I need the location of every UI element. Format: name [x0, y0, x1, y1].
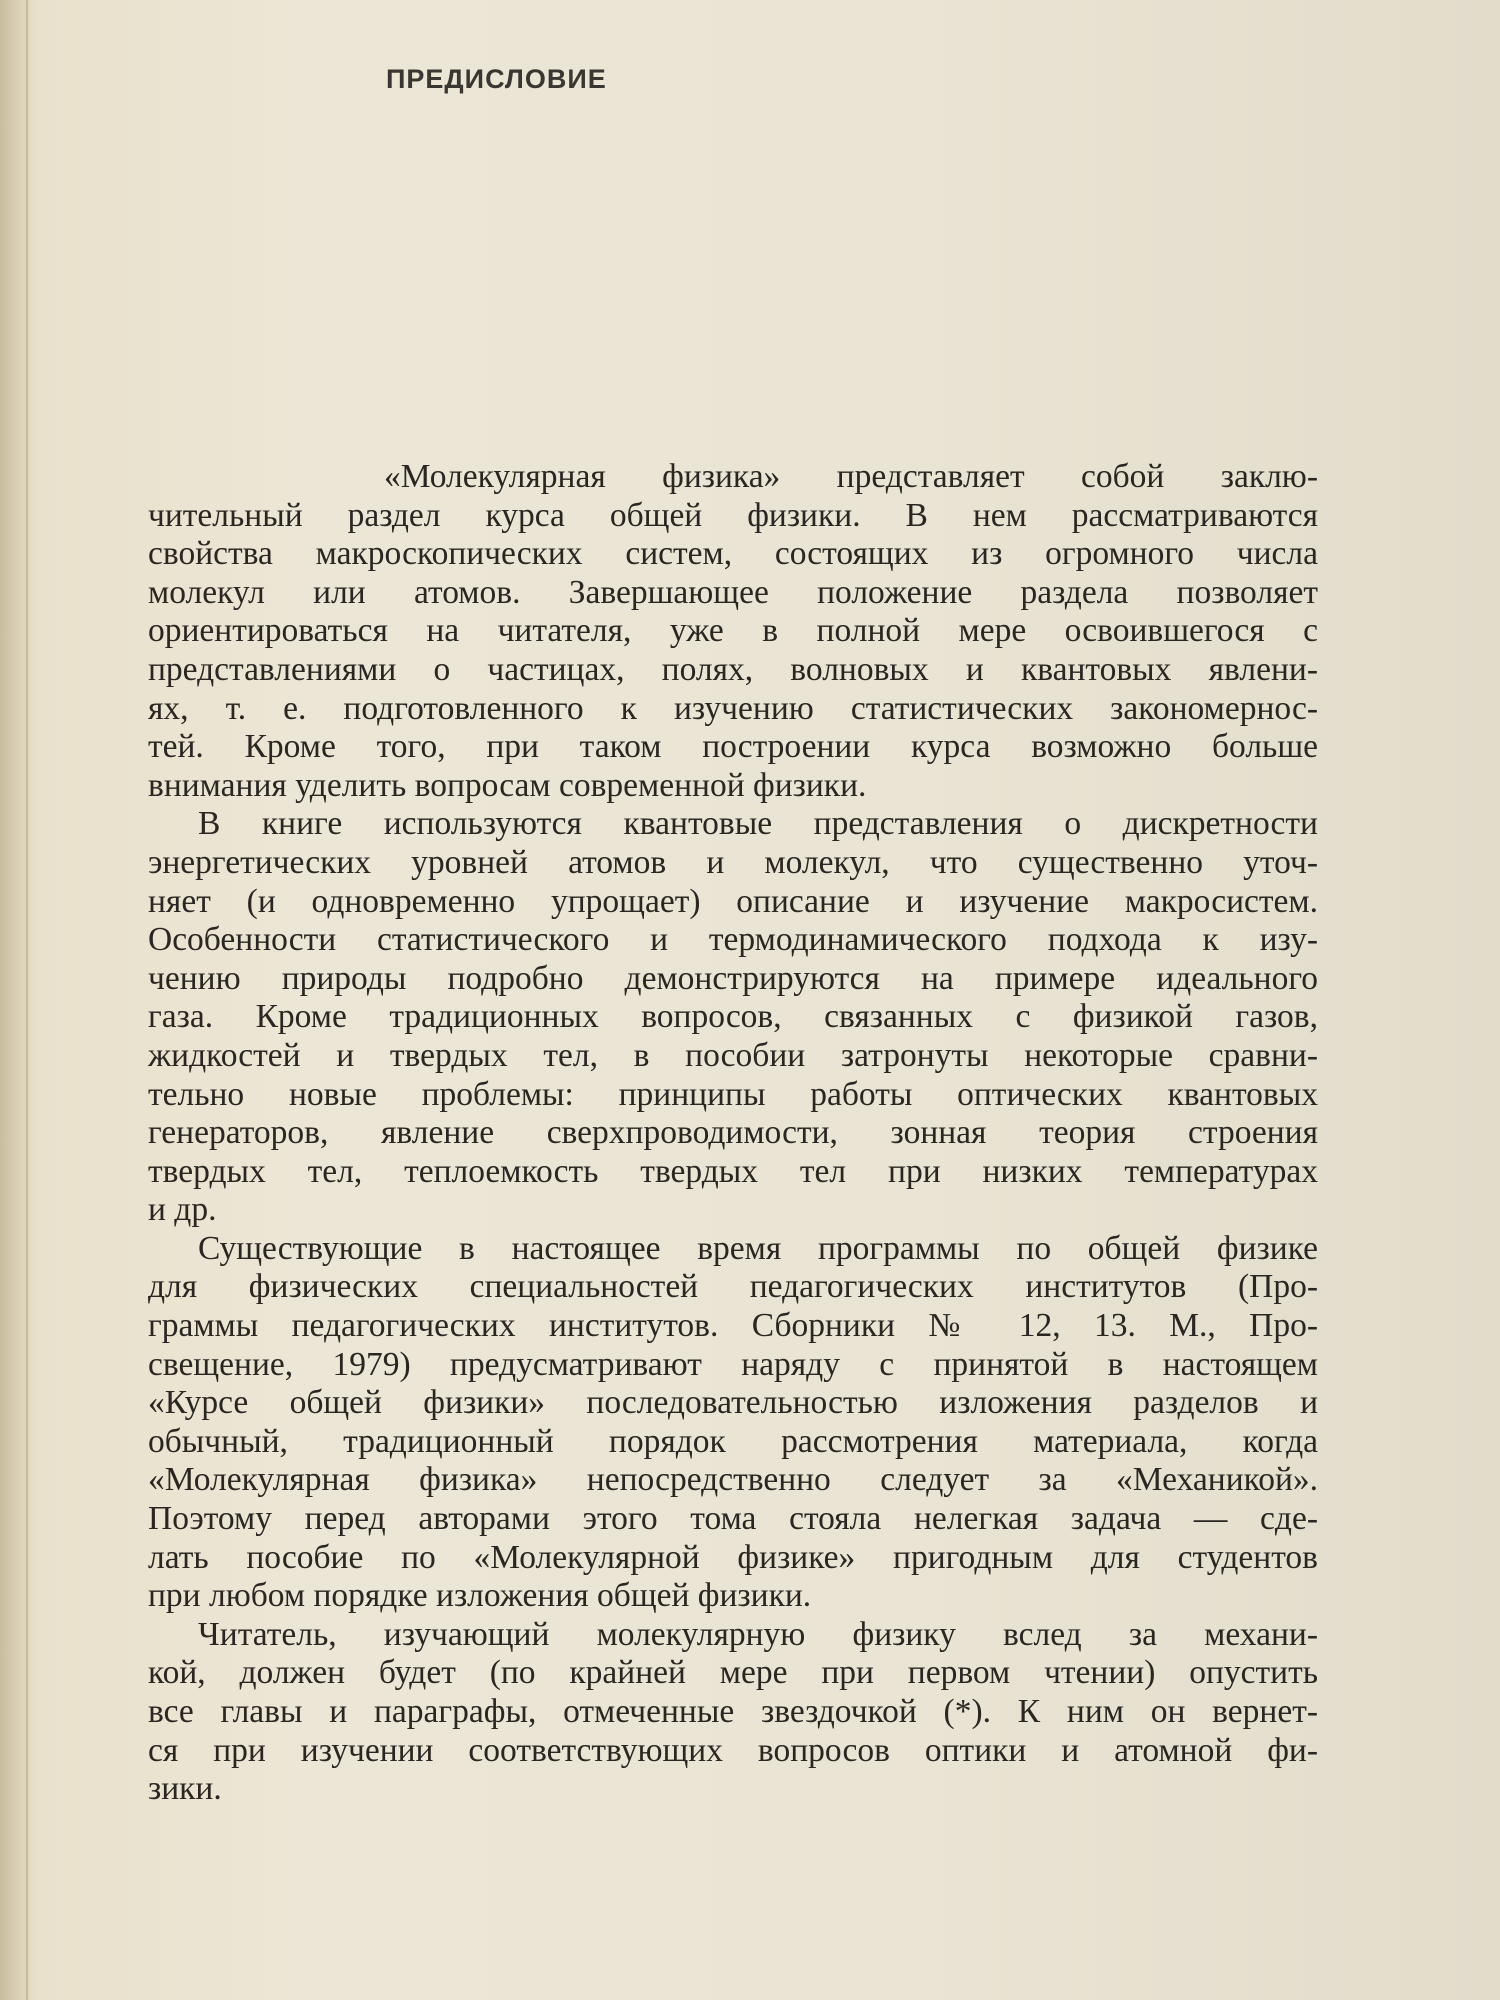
text-line: зики. [148, 1770, 222, 1808]
text-line: лать пособие по «Молекулярной физике» пригодным для студентов [148, 1538, 1318, 1576]
text-line: генераторов, явление сверхпроводимости, зонная теория строения [148, 1114, 1318, 1152]
text-line: В книге используются квантовые представления о дискретности [198, 805, 1318, 843]
text-line: «Молекулярная физика» представляет собой заклю- [384, 458, 1318, 495]
text-line: все главы и параграфы, отмеченные звездочкой (*). К ним он вернет- [148, 1693, 1318, 1730]
text-line: ях, т. е. подготовленного к изучению статистических закономернос- [148, 689, 1318, 727]
text-line: и др. [148, 1191, 217, 1229]
page-title: ПРЕДИСЛОВИЕ [386, 64, 607, 94]
text-line: свойства макроскопических систем, состоящих из огромного числа [148, 535, 1318, 573]
text-line: «Курсе общей физики» последовательностью изложения разделов и [148, 1384, 1318, 1422]
page-binding-edge [0, 0, 34, 2000]
text-line: обычный, традиционный порядок рассмотрения материала, когда [148, 1422, 1318, 1460]
text-line: чению природы подробно демонстрируются на примере идеального [148, 959, 1318, 997]
text-line: жидкостей и твердых тел, в пособии затронуты некоторые сравни- [148, 1036, 1318, 1074]
text-line: твердых тел, теплоемкость твердых тел при низких температурах [148, 1152, 1318, 1190]
text-line: «Молекулярная физика» непосредственно следует за «Механикой». [148, 1461, 1318, 1499]
text-line: энергетических уровней атомов и молекул, что существенно уточ- [148, 843, 1318, 881]
body-text [148, 458, 1318, 1809]
text-line: чительный раздел курса общей физики. В нем рассматриваются [148, 496, 1318, 534]
text-line: для физических специальностей педагогических институтов (Про- [148, 1268, 1318, 1306]
text-line: молекул или атомов. Завершающее положение раздела позволяет [148, 573, 1318, 611]
text-line: представлениями о частицах, полях, волновых и квантовых явлени- [148, 650, 1318, 688]
text-line: Читатель, изучающий молекулярную физику вслед за механи- [198, 1615, 1318, 1653]
text-line: кой, должен будет (по крайней мере при первом чтении) опустить [148, 1654, 1318, 1692]
text-line: тельно новые проблемы: принципы работы оптических квантовых [148, 1075, 1318, 1113]
text-line: граммы педагогических институтов. Сборники № 12, 13. М., Про- [148, 1307, 1318, 1345]
text-line: Поэтому перед авторами этого тома стояла нелегкая задача — сде- [148, 1500, 1318, 1538]
text-line: няет (и одновременно упрощает) описание и изучение макросистем. [148, 882, 1318, 920]
text-line: при любом порядке изложения общей физики. [148, 1577, 812, 1615]
text-line: Особенности статистического и термодинамического подхода к изу- [148, 921, 1318, 959]
text-line: свещение, 1979) предусматривают наряду с принятой в настоящем [148, 1345, 1318, 1383]
text-line: Существующие в настоящее время программы по общей физике [198, 1229, 1318, 1267]
text-line: ориентироваться на читателя, уже в полной мере освоившегося с [148, 612, 1318, 650]
text-line: ся при изучении соответствующих вопросов оптики и атомной фи- [148, 1731, 1318, 1769]
text-line: газа. Кроме традиционных вопросов, связанных с физикой газов, [148, 998, 1318, 1036]
text-line: внимания уделить вопросам современной физики. [148, 766, 867, 804]
text-line: тей. Кроме того, при таком построении курса возможно больше [148, 728, 1318, 766]
